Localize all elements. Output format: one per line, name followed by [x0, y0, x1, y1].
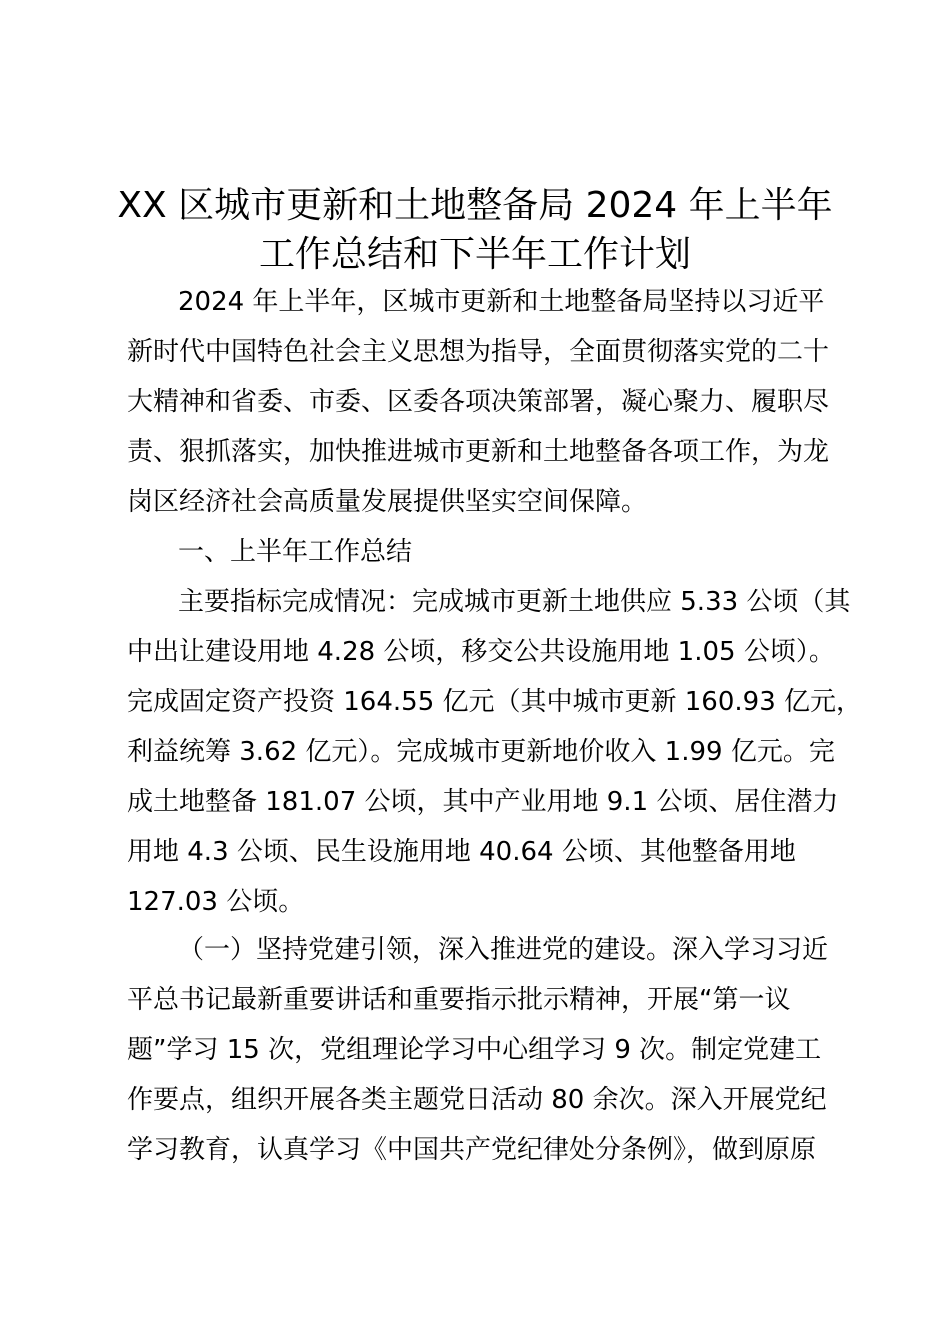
paragraph-intro-line-3: 大精神和省委、市委、区委各项决策部署，凝心聚力、履职尽 [127, 387, 830, 417]
paragraph-indicators-line-4: 利益统筹 3.62 亿元）。完成城市更新地价收入 1.99 亿元。完 [127, 737, 835, 767]
paragraph-party-building-line-2: 平总书记最新重要讲话和重要指示批示精神，开展“第一议 [127, 985, 791, 1015]
paragraph-indicators-line-2: 中出让建设用地 4.28 公顷，移交公共设施用地 1.05 公顷）。 [127, 637, 835, 667]
document-title-line-2: 工作总结和下半年工作计划 [258, 234, 691, 275]
paragraph-party-building-line-5: 学习教育，认真学习《中国共产党纪律处分条例》，做到原原 [127, 1135, 817, 1165]
paragraph-indicators-line-1: 主要指标完成情况：完成城市更新土地供应 5.33 公顷（其 [178, 587, 851, 617]
paragraph-party-building-line-4: 作要点，组织开展各类主题党日活动 80 余次。深入开展党纪 [127, 1085, 827, 1115]
paragraph-party-building-line-3: 题”学习 15 次，党组理论学习中心组学习 9 次。制定党建工 [127, 1035, 822, 1065]
paragraph-intro-line-5: 岗区经济社会高质量发展提供坚实空间保障。 [127, 487, 648, 517]
paragraph-indicators-line-3: 完成固定资产投资 164.55 亿元（其中城市更新 160.93 亿元， [127, 687, 863, 717]
paragraph-party-building-line-1: （一）坚持党建引领，深入推进党的建设。深入学习习近 [178, 935, 829, 965]
section-heading-1: 一、上半年工作总结 [178, 537, 413, 567]
document-title-line-1: XX 区城市更新和土地整备局 2024 年上半年 [117, 185, 833, 226]
paragraph-intro-line-4: 责、狠抓落实，加快推进城市更新和土地整备各项工作，为龙 [127, 437, 830, 467]
paragraph-intro-line-2: 新时代中国特色社会主义思想为指导，全面贯彻落实党的二十 [127, 337, 830, 367]
paragraph-indicators-line-7: 127.03 公顷。 [127, 887, 305, 917]
paragraph-intro-line-1: 2024 年上半年，区城市更新和土地整备局坚持以习近平 [178, 287, 825, 317]
paragraph-indicators-line-6: 用地 4.3 公顷、民生设施用地 40.64 公顷、其他整备用地 [127, 837, 796, 867]
paragraph-indicators-line-5: 成土地整备 181.07 公顷，其中产业用地 9.1 公顷、居住潜力 [127, 787, 839, 817]
